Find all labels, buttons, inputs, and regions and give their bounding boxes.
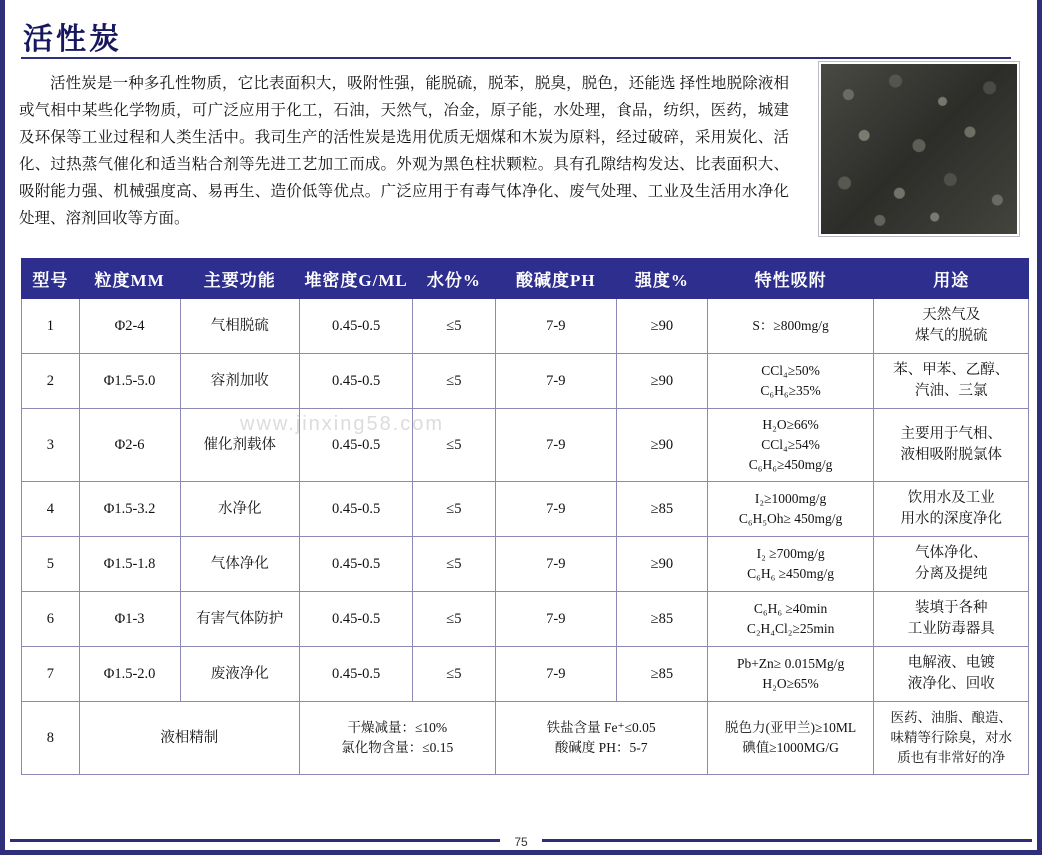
col-header-adsorption: 特性吸附 bbox=[707, 259, 874, 299]
page-number: 75 bbox=[514, 835, 528, 849]
adsorption-line: Pb+Zn≥ 0.015Mg/g bbox=[736, 656, 845, 671]
adsorption-line: C₆H₆≥450mg/g bbox=[748, 457, 833, 472]
cell-ph: 7-9 bbox=[495, 647, 616, 702]
cell-adsorption bbox=[707, 482, 874, 537]
cell-moisture: ≤5 bbox=[413, 592, 495, 647]
cell-moisture: ≤5 bbox=[413, 647, 495, 702]
table-row bbox=[22, 647, 1029, 702]
cell-size: Φ2-6 bbox=[79, 409, 180, 482]
col-header-moisture: 水份% bbox=[413, 259, 495, 299]
use-line: 电解液、电镀 bbox=[907, 655, 995, 671]
cell-size: Φ1-3 bbox=[79, 592, 180, 647]
adsorption-line: C₆H₆ ≥40min bbox=[753, 601, 828, 616]
table-row bbox=[22, 354, 1029, 409]
cell-adsorption bbox=[707, 299, 874, 354]
cell-model: 4 bbox=[22, 482, 80, 537]
use-line: 装填于各种 bbox=[914, 600, 988, 616]
cell-strength: ≥85 bbox=[617, 482, 708, 537]
use-line: 苯、甲苯、乙醇、 bbox=[893, 362, 1010, 378]
cell-model: 8 bbox=[22, 702, 80, 775]
cell-moisture: ≤5 bbox=[413, 354, 495, 409]
cell-model: 6 bbox=[22, 592, 80, 647]
cell-use bbox=[874, 647, 1029, 702]
intro-paragraph: 活性炭是一种多孔性物质，它比表面积大，吸附性强，能脱硫，脱苯，脱臭，脱色，还能选 择性地脱除液相或气相中某些化学物质，可广泛应用于化工，石油，天然气，冶金，原子能，水处理，食品，纺织，医药，城建及环保等工业过程和人类生活中。我司生产的活性炭是选用优质无烟煤和木炭为原料，经过破碎，采用炭化、活化、过热蒸气催化和适当粘合剂等先进工艺加工而成。外观为黑色柱状颗粒。具有孔隙结构发达、比表面积大、吸附能力强、机械强度高、易再生、造价低等优点。广泛应用于有毒气体净化、废气处理、工业及生活用水净化处理、溶剂回收等方面。 bbox=[19, 75, 789, 227]
adsorption-line: H₂O≥65% bbox=[762, 676, 819, 691]
cell-size: Φ1.5-1.8 bbox=[79, 537, 180, 592]
cell-function: 催化剂载体 bbox=[180, 409, 299, 482]
col-header-size: 粒度MM bbox=[79, 259, 180, 299]
cell-strength: ≥90 bbox=[617, 354, 708, 409]
table-row bbox=[22, 537, 1029, 592]
cell-density: 0.45-0.5 bbox=[299, 592, 412, 647]
use-line: 液相吸附脱氯体 bbox=[900, 447, 1002, 463]
cell-model: 1 bbox=[22, 299, 80, 354]
cell-size: Φ2-4 bbox=[79, 299, 180, 354]
cell-moisture: ≤5 bbox=[413, 482, 495, 537]
cell-adsorption bbox=[707, 537, 874, 592]
cell-density: 0.45-0.5 bbox=[299, 299, 412, 354]
cell-function: 气体净化 bbox=[180, 537, 299, 592]
cell-adsorption bbox=[707, 409, 874, 482]
page-title: 活性炭 bbox=[23, 23, 122, 56]
use-line: 工业防毒器具 bbox=[907, 621, 995, 637]
table-row bbox=[22, 409, 1029, 482]
adsorption-line: 碘值≥1000MG/G bbox=[742, 740, 839, 755]
watermark-text: www.jinxing58.com bbox=[240, 413, 445, 435]
merged-line: 干燥减量：≤10% bbox=[347, 720, 448, 735]
table-header-row bbox=[22, 259, 1029, 299]
cell-strength: ≥85 bbox=[617, 592, 708, 647]
cell-ph: 7-9 bbox=[495, 537, 616, 592]
cell-density: 0.45-0.5 bbox=[299, 537, 412, 592]
adsorption-line: I₂≥1000mg/g bbox=[754, 491, 827, 506]
cell-model: 5 bbox=[22, 537, 80, 592]
cell-moisture: ≤5 bbox=[413, 537, 495, 592]
use-line: 味精等行除臭，对水 bbox=[890, 730, 1012, 745]
cell-strength: ≥90 bbox=[617, 409, 708, 482]
adsorption-line: H₂O≥66% bbox=[762, 417, 819, 432]
cell-strength: ≥85 bbox=[617, 647, 708, 702]
cell-ph: 7-9 bbox=[495, 299, 616, 354]
cell-use bbox=[874, 592, 1029, 647]
cell-size: Φ1.5-5.0 bbox=[79, 354, 180, 409]
cell-model: 3 bbox=[22, 409, 80, 482]
table-row bbox=[22, 299, 1029, 354]
product-photo bbox=[819, 62, 1019, 236]
cell-function: 废液净化 bbox=[180, 647, 299, 702]
cell-moisture: ≤5 bbox=[413, 409, 495, 482]
cell-use bbox=[874, 299, 1029, 354]
cell-use bbox=[874, 409, 1029, 482]
cell-function: 水净化 bbox=[180, 482, 299, 537]
use-line: 医药、油脂、酿造、 bbox=[890, 710, 1012, 725]
merged-line: 氯化物含量：≤0.15 bbox=[341, 740, 454, 755]
cell-adsorption bbox=[707, 354, 874, 409]
use-line: 用水的深度净化 bbox=[900, 511, 1002, 527]
cell-use bbox=[874, 702, 1029, 775]
cell-model: 7 bbox=[22, 647, 80, 702]
use-line: 饮用水及工业 bbox=[907, 490, 995, 506]
adsorption-line: 脱色力(亚甲兰)≥10ML bbox=[725, 720, 857, 735]
cell-adsorption bbox=[707, 702, 874, 775]
cell-density: 0.45-0.5 bbox=[299, 409, 412, 482]
cell-strength: ≥90 bbox=[617, 299, 708, 354]
cell-function: 容剂加收 bbox=[180, 354, 299, 409]
use-line: 质也有非常好的净 bbox=[897, 750, 1006, 765]
specification-table bbox=[21, 258, 1029, 775]
cell-density: 0.45-0.5 bbox=[299, 647, 412, 702]
merged-line: 铁盐含量 Fe⁺≤0.05 bbox=[546, 720, 656, 735]
adsorption-line: CCl₄≥54% bbox=[761, 437, 820, 452]
title-divider bbox=[21, 57, 1011, 59]
cell-ph: 7-9 bbox=[495, 354, 616, 409]
cell-merged-b bbox=[495, 702, 707, 775]
cell-use bbox=[874, 537, 1029, 592]
table-row bbox=[22, 592, 1029, 647]
cell-density: 0.45-0.5 bbox=[299, 354, 412, 409]
adsorption-line: CCl₄≥50% bbox=[761, 363, 820, 378]
use-line: 汽油、三氯 bbox=[914, 383, 988, 399]
adsorption-line: C₆H₆ ≥450mg/g bbox=[747, 566, 835, 581]
cell-function: 有害气体防护 bbox=[180, 592, 299, 647]
cell-strength: ≥90 bbox=[617, 537, 708, 592]
adsorption-line: C₆H₅Oh≥ 450mg/g bbox=[738, 511, 843, 526]
use-line: 分离及提纯 bbox=[914, 566, 988, 582]
use-line: 主要用于气相、 bbox=[900, 426, 1002, 442]
cell-size: Φ1.5-2.0 bbox=[79, 647, 180, 702]
col-header-strength: 强度% bbox=[617, 259, 708, 299]
cell-merged-a bbox=[299, 702, 495, 775]
col-header-density: 堆密度G/ML bbox=[299, 259, 412, 299]
cell-model: 2 bbox=[22, 354, 80, 409]
merged-line: 酸碱度 PH：5-7 bbox=[554, 740, 648, 755]
cell-ph: 7-9 bbox=[495, 409, 616, 482]
adsorption-line: C₂H₄Cl₂≥25min bbox=[746, 621, 835, 636]
adsorption-line: I₂ ≥700mg/g bbox=[756, 546, 825, 561]
adsorption-line: S：≥800mg/g bbox=[752, 318, 829, 333]
cell-adsorption bbox=[707, 647, 874, 702]
cell-moisture: ≤5 bbox=[413, 299, 495, 354]
use-line: 煤气的脱硫 bbox=[914, 328, 988, 344]
cell-use bbox=[874, 482, 1029, 537]
cell-density: 0.45-0.5 bbox=[299, 482, 412, 537]
cell-size: Φ1.5-3.2 bbox=[79, 482, 180, 537]
col-header-ph: 酸碱度PH bbox=[495, 259, 616, 299]
table-row bbox=[22, 702, 1029, 775]
table-row bbox=[22, 482, 1029, 537]
col-header-function: 主要功能 bbox=[180, 259, 299, 299]
cell-adsorption bbox=[707, 592, 874, 647]
cell-ph: 7-9 bbox=[495, 482, 616, 537]
cell-ph: 7-9 bbox=[495, 592, 616, 647]
cell-use bbox=[874, 354, 1029, 409]
adsorption-line: C₆H₆≥35% bbox=[760, 383, 821, 398]
col-header-model: 型号 bbox=[22, 259, 80, 299]
use-line: 液净化、回收 bbox=[907, 676, 995, 692]
cell-function: 气相脱硫 bbox=[180, 299, 299, 354]
col-header-use: 用途 bbox=[874, 259, 1029, 299]
cell-function: 液相精制 bbox=[79, 702, 299, 775]
page-footer bbox=[5, 828, 1037, 850]
use-line: 气体净化、 bbox=[914, 545, 988, 561]
use-line: 天然气及 bbox=[922, 307, 981, 323]
